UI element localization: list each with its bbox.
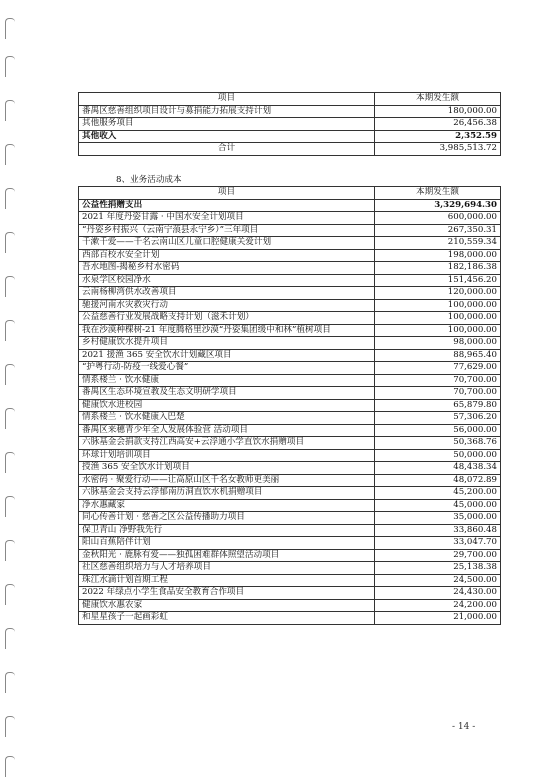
page-number: - 14 - xyxy=(452,722,476,732)
row-item: 净水惠藏家 xyxy=(79,499,375,512)
header-amount: 本期发生额 xyxy=(375,93,501,106)
row-amount: 48,438.34 xyxy=(375,462,501,475)
row-item: 金秋阳光 · 鹿脉有爱——独孤困难群体照望活动项目 xyxy=(79,549,375,562)
table-row xyxy=(79,143,501,156)
binding-mark xyxy=(5,756,15,777)
row-item: “丹姿乡村振兴（云南宁蒗县永宁乡）”三年项目 xyxy=(79,224,375,237)
row-amount: 100,000.00 xyxy=(375,299,501,312)
row-item: 和星星孩子一起画彩虹 xyxy=(79,612,375,625)
row-item: 番禺区来穗青少年全人发展体验营 活动项目 xyxy=(79,424,375,437)
row-amount: 120,000.00 xyxy=(375,287,501,300)
row-item: 健康饮水进校园 xyxy=(79,399,375,412)
header-item: 项目 xyxy=(79,93,375,106)
row-amount: 33,860.48 xyxy=(375,524,501,537)
row-amount: 21,000.00 xyxy=(375,612,501,625)
binding-mark xyxy=(5,364,15,385)
table-row xyxy=(79,324,501,337)
row-amount: 198,000.00 xyxy=(375,249,501,262)
row-item: 乡村健康饮水提升项目 xyxy=(79,337,375,350)
table-header-row xyxy=(79,187,501,200)
row-item: 驰援河南水灾救灾行动 xyxy=(79,299,375,312)
binding-mark xyxy=(5,584,15,605)
table-row xyxy=(79,474,501,487)
table-row xyxy=(79,424,501,437)
binding-mark xyxy=(5,56,15,77)
binding-holes xyxy=(0,0,22,783)
row-item: 情系楼兰 · 饮水健康 xyxy=(79,374,375,387)
row-item: 水密码 · 聚爱行动——让高原山区千名女教师更美丽 xyxy=(79,474,375,487)
row-amount: 267,350.31 xyxy=(375,224,501,237)
row-item: 2022 年绿点小学生食品安全教育合作项目 xyxy=(79,587,375,600)
row-item: 我在沙漠种棵树-21 年度腾格里沙漠“丹姿集团缓中和林”植树项目 xyxy=(79,324,375,337)
binding-mark xyxy=(5,320,15,341)
row-amount: 77,629.00 xyxy=(375,362,501,375)
row-item: 公益性捐赠支出 xyxy=(79,199,375,212)
table-row xyxy=(79,599,501,612)
binding-mark xyxy=(5,628,15,649)
row-item: 其他收入 xyxy=(79,130,375,143)
table-row xyxy=(79,524,501,537)
table-row xyxy=(79,549,501,562)
income-table xyxy=(78,92,501,156)
row-amount: 29,700.00 xyxy=(375,549,501,562)
row-amount: 65,879.80 xyxy=(375,399,501,412)
row-item: 健康饮水惠农家 xyxy=(79,599,375,612)
table-row xyxy=(79,105,501,118)
row-item: 环球计划培训项目 xyxy=(79,449,375,462)
row-amount: 57,306.20 xyxy=(375,412,501,425)
row-amount: 25,138.38 xyxy=(375,562,501,575)
table-row xyxy=(79,349,501,362)
header-amount: 本期发生额 xyxy=(375,187,501,200)
table-row xyxy=(79,587,501,600)
row-item: 吾水地图-揭秘乡村水密码 xyxy=(79,262,375,275)
table-row xyxy=(79,199,501,212)
row-amount: 50,000.00 xyxy=(375,449,501,462)
row-amount: 70,700.00 xyxy=(375,374,501,387)
row-item: 六脉基金会捐款支持江西高安+云浮通小学直饮水捐赠项目 xyxy=(79,437,375,450)
table-row xyxy=(79,399,501,412)
row-amount: 26,456.38 xyxy=(375,118,501,131)
row-item: 授渔 365 安全饮水计划项目 xyxy=(79,462,375,475)
table-row xyxy=(79,412,501,425)
row-item: 情系楼兰 · 饮水健康入巴楚 xyxy=(79,412,375,425)
table-row xyxy=(79,337,501,350)
binding-mark xyxy=(5,18,15,39)
binding-mark xyxy=(5,232,15,253)
row-amount: 50,368.76 xyxy=(375,437,501,450)
row-amount: 35,000.00 xyxy=(375,512,501,525)
row-item: 番禺区生态环境宣教及生态文明研学项目 xyxy=(79,387,375,400)
table-row xyxy=(79,487,501,500)
table-row xyxy=(79,287,501,300)
table-row xyxy=(79,362,501,375)
table-row xyxy=(79,612,501,625)
table-row xyxy=(79,299,501,312)
row-amount: 100,000.00 xyxy=(375,324,501,337)
table-row xyxy=(79,224,501,237)
row-item: 珠江水滴计划首期工程 xyxy=(79,574,375,587)
row-item: 同心传善计划 · 慈善之区公益传播助力项目 xyxy=(79,512,375,525)
row-item: 水泉学区校园净水 xyxy=(79,274,375,287)
row-amount: 33,047.70 xyxy=(375,537,501,550)
row-amount: 88,965.40 xyxy=(375,349,501,362)
row-item: “护粤行动-防疫一线爱心餐” xyxy=(79,362,375,375)
row-amount: 3,985,513.72 xyxy=(375,143,501,156)
table-row xyxy=(79,512,501,525)
row-item: 番禺区慈善组织项目设计与募捐能力拓展支持计划 xyxy=(79,105,375,118)
row-item: 公益慈善行业发展战略支持计划（滋禾计划） xyxy=(79,312,375,325)
table-row xyxy=(79,562,501,575)
table-row xyxy=(79,449,501,462)
row-item: 西部百校水安全计划 xyxy=(79,249,375,262)
binding-mark xyxy=(5,188,15,209)
row-item: 保卫青山 净野我先行 xyxy=(79,524,375,537)
row-amount: 2,352.59 xyxy=(375,130,501,143)
section-title: 8、业务活动成本 xyxy=(116,175,182,185)
table-row xyxy=(79,462,501,475)
row-amount: 98,000.00 xyxy=(375,337,501,350)
row-amount: 182,186.38 xyxy=(375,262,501,275)
binding-mark xyxy=(5,100,15,121)
binding-mark xyxy=(5,672,15,693)
row-item: 2021 援渔 365 安全饮水计划藏区项目 xyxy=(79,349,375,362)
table-row xyxy=(79,537,501,550)
row-amount: 24,430.00 xyxy=(375,587,501,600)
binding-mark xyxy=(5,408,15,429)
row-amount: 24,200.00 xyxy=(375,599,501,612)
row-amount: 24,500.00 xyxy=(375,574,501,587)
row-item: 合计 xyxy=(79,143,375,156)
binding-mark xyxy=(5,276,15,297)
binding-mark xyxy=(5,452,15,473)
row-item: 六脉基金会支持云浮郁南历洞直饮水机捐赠项目 xyxy=(79,487,375,500)
row-item: 其他服务项目 xyxy=(79,118,375,131)
table-row xyxy=(79,118,501,131)
table-header-row xyxy=(79,93,501,106)
row-amount: 56,000.00 xyxy=(375,424,501,437)
row-amount: 48,072.89 xyxy=(375,474,501,487)
row-item: 云南杨柳湾供水改善项目 xyxy=(79,287,375,300)
binding-mark xyxy=(5,144,15,165)
table-row xyxy=(79,274,501,287)
row-amount: 70,700.00 xyxy=(375,387,501,400)
row-amount: 100,000.00 xyxy=(375,312,501,325)
row-amount: 45,200.00 xyxy=(375,487,501,500)
binding-mark xyxy=(5,716,15,737)
table-row xyxy=(79,262,501,275)
row-amount: 45,000.00 xyxy=(375,499,501,512)
row-amount: 151,456.20 xyxy=(375,274,501,287)
table-row xyxy=(79,212,501,225)
table-row xyxy=(79,387,501,400)
table-row xyxy=(79,312,501,325)
row-item: 社区慈善组织培力与人才培养项目 xyxy=(79,562,375,575)
table-row xyxy=(79,237,501,250)
activity-cost-table xyxy=(78,186,501,625)
table-row xyxy=(79,374,501,387)
row-item: 千漱千爱——千名云南山区儿童口腔健康关爱计划 xyxy=(79,237,375,250)
binding-mark xyxy=(5,540,15,561)
row-item: 阳山百蕉陪伴计划 xyxy=(79,537,375,550)
table-row xyxy=(79,574,501,587)
binding-mark xyxy=(5,496,15,517)
table-row xyxy=(79,130,501,143)
header-item: 项目 xyxy=(79,187,375,200)
row-amount: 3,329,694.30 xyxy=(375,199,501,212)
row-amount: 600,000.00 xyxy=(375,212,501,225)
row-amount: 210,559.34 xyxy=(375,237,501,250)
table-row xyxy=(79,437,501,450)
row-amount: 180,000.00 xyxy=(375,105,501,118)
table-row xyxy=(79,249,501,262)
table-row xyxy=(79,499,501,512)
row-item: 2021 年度丹姿甘露 · 中国水安全计划项目 xyxy=(79,212,375,225)
